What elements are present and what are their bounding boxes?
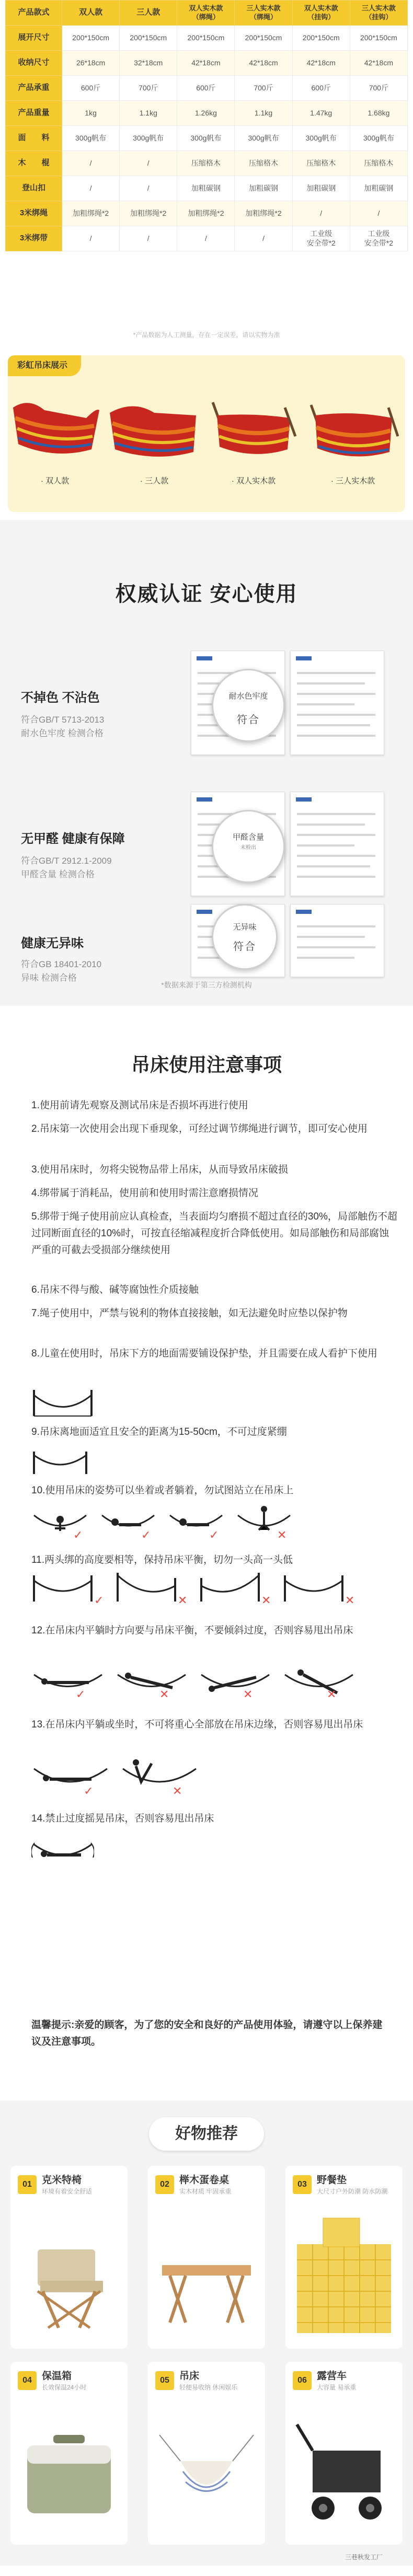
spec-row — [6, 176, 408, 201]
magnifier-stamp — [212, 669, 285, 742]
spec-row — [6, 226, 408, 251]
spec-cell: 1.47kg — [292, 101, 350, 126]
spec-cell: 200*150cm — [177, 26, 235, 51]
spec-cell: 1kg — [62, 101, 120, 126]
spec-cell: 300g帆布 — [177, 126, 235, 151]
spec-cell: 加粗绑绳*2 — [177, 201, 235, 226]
spec-cell: / — [62, 151, 120, 176]
spec-cell: 加粗碳钢 — [177, 176, 235, 201]
cross-icon: ✕ — [277, 1528, 287, 1541]
hammock-three-wood — [306, 387, 400, 486]
cross-icon: ✕ — [173, 1784, 182, 1797]
card-subtitle: 大容量 易承重 — [317, 2384, 357, 2391]
spec-cell: / — [120, 226, 177, 251]
rule-item: 9.吊床离地面适宜且安全的距离为15-50cm，不可过度紧绷 — [31, 1426, 287, 1437]
hammock-two-wood — [206, 387, 301, 486]
spec-cell: 200*150cm — [292, 26, 350, 51]
spec-cell: 700斤 — [235, 76, 292, 101]
spec-row-label: 产品承重 — [6, 76, 62, 101]
product-card-cart[interactable] — [285, 2362, 403, 2545]
spec-row-label: 产品重量 — [6, 101, 62, 126]
cross-icon: ✕ — [159, 1688, 169, 1701]
cert-result: 甲醛含量 检测合格 — [21, 869, 95, 879]
spec-cell: / — [62, 176, 120, 201]
spec-cell: 200*150cm — [235, 26, 292, 51]
hammock-image — [306, 387, 400, 470]
check-icon: ✓ — [73, 1528, 83, 1541]
spec-cell: 300g帆布 — [120, 126, 177, 151]
check-icon: ✓ — [141, 1528, 151, 1541]
magnifier-stamp — [212, 810, 285, 883]
cert-row — [0, 907, 413, 1006]
stamp-result: 符合 — [233, 940, 256, 953]
spec-header-row — [6, 1, 408, 26]
rule-item: 5.绑带于绳子使用前应认真检查，当表面均匀磨损不超过直径的30%，局部触伤不超过同断面直径的10%时，可按直径缩减程度折合降低使用。如局部触伤和局部腐蚀严重的可截去受损部分继续使用 — [31, 1211, 397, 1256]
card-number: 01 — [18, 2175, 37, 2194]
card-number: 04 — [18, 2371, 37, 2390]
stamp-label: 无异味 — [233, 922, 257, 932]
spec-cell: 300g帆布 — [292, 126, 350, 151]
spec-cell: 42*18cm — [350, 51, 407, 76]
rule-item: 3.使用吊床时，勿将尖锐物品带上吊床，从而导致吊床破损 — [31, 1164, 288, 1175]
product-card-cooler[interactable] — [10, 2362, 128, 2545]
hammock-label: · 双人实木款 — [231, 477, 276, 485]
hammock-image — [107, 387, 201, 470]
card-number: 05 — [155, 2371, 174, 2390]
check-icon: ✓ — [209, 1528, 219, 1541]
spec-cell: 600斤 — [177, 76, 235, 101]
spec-cell: 26*18cm — [62, 51, 120, 76]
spec-cell: 压缩格木 — [235, 151, 292, 176]
spec-cell: 42*18cm — [177, 51, 235, 76]
spec-cell: 200*150cm — [120, 26, 177, 51]
cert-subtext — [21, 713, 104, 740]
cart-image — [292, 2404, 396, 2534]
cert-title: 权威认证 安心使用 — [115, 583, 298, 606]
spec-header-cell: 三人实木款 （绑绳） — [235, 1, 292, 26]
product-card-hammock[interactable] — [148, 2362, 265, 2545]
spec-cell: 42*18cm — [292, 51, 350, 76]
rule-item: 8.儿童在使用时，吊床下方的地面需要铺设保护垫，并且需要在成人看护下使用 — [31, 1348, 377, 1359]
spec-cell: 1.1kg — [120, 101, 177, 126]
hammock-image — [154, 2404, 259, 2534]
cert-note: *数据来源于第三方检测机构 — [161, 981, 252, 989]
hammock-three-person — [107, 387, 201, 486]
cert-standard: 符合GB 18401-2010 — [21, 959, 102, 969]
spec-cell: 42*18cm — [235, 51, 292, 76]
report-page — [290, 651, 384, 755]
rule-item: 14.禁止过度摇晃吊床，否则容易甩出吊床 — [31, 1813, 214, 1824]
spec-header-cell: 三人款 — [120, 1, 177, 26]
spec-row-label: 3米绑带 — [6, 226, 62, 251]
spec-cell: 200*150cm — [350, 26, 407, 51]
spec-row — [6, 201, 408, 226]
rule-item: 13.在吊床内平躺或坐时，不可将重心全部放在吊床边缘，否则容易甩出吊床 — [31, 1719, 363, 1730]
spec-cell: / — [235, 226, 292, 251]
mat-image — [292, 2208, 396, 2338]
spec-cell: 32*18cm — [120, 51, 177, 76]
spec-header-cell: 双人实木款 （绑绳） — [177, 1, 235, 26]
cert-standard: 符合GB/T 5713-2013 — [21, 715, 105, 725]
spec-cell: 600斤 — [62, 76, 120, 101]
cert-row — [0, 792, 413, 912]
spec-cell: / — [62, 226, 120, 251]
cert-section — [0, 520, 413, 1006]
spec-cell: / — [120, 176, 177, 201]
rule-item: 12.在吊床内平躺时方向要与吊床平衡，不要倾斜过度，否则容易甩出吊床 — [31, 1625, 353, 1636]
cross-icon: ✕ — [243, 1688, 253, 1701]
card-name: 克米特椅 — [42, 2175, 82, 2186]
product-card-table[interactable] — [148, 2166, 265, 2349]
cert-row — [0, 651, 413, 771]
spec-row-label: 3米绑绳 — [6, 201, 62, 226]
spec-cell: 1.1kg — [235, 101, 292, 126]
hammock-image — [206, 387, 301, 470]
spec-cell: 700斤 — [350, 76, 407, 101]
spec-cell: / — [120, 151, 177, 176]
cross-icon: ✕ — [327, 1688, 337, 1701]
cert-heading: 不掉色 不沾色 — [21, 691, 100, 705]
spec-cell: 工业级 安全带*2 — [350, 226, 407, 251]
spec-row — [6, 151, 408, 176]
spec-cell: 700斤 — [120, 76, 177, 101]
product-card-chair[interactable] — [10, 2166, 128, 2349]
stamp-result: 符合 — [237, 713, 260, 726]
warm-tip — [31, 2017, 387, 2050]
rule-item: 11.两头绑的高度要相等，保持吊床平衡，切勿一头高一头低 — [31, 1554, 293, 1565]
card-subtitle: 环境有着安全舒适 — [42, 2188, 93, 2195]
spec-cell: 加粗绑绳*2 — [235, 201, 292, 226]
spec-header-cell: 产品款式 — [6, 1, 62, 26]
recommend-title: 好物推荐 — [149, 2117, 264, 2151]
table-image — [154, 2208, 259, 2338]
spec-cell: 600斤 — [292, 76, 350, 101]
warm-tip-label: 温馨提示: — [31, 2020, 75, 2030]
cert-standard: 符合GB/T 2912.1-2009 — [21, 856, 112, 866]
card-name: 吊床 — [179, 2371, 200, 2382]
spec-header-cell: 三人实木款 （挂钩） — [350, 1, 407, 26]
card-number: 02 — [155, 2175, 174, 2194]
rainbow-box — [8, 355, 405, 512]
spec-row-label: 木 棍 — [6, 151, 62, 176]
hammock-height-illustration — [31, 1387, 94, 1419]
spec-cell: 加粗碳钢 — [292, 176, 350, 201]
spec-cell: / — [350, 201, 407, 226]
spec-cell: 压缩格木 — [292, 151, 350, 176]
spec-row-label: 登山扣 — [6, 176, 62, 201]
cross-icon: ✕ — [261, 1594, 271, 1607]
rule-item: 2.吊床第一次使用会出现下垂现象，可经过调节绑绳进行调节，即可安心使用 — [31, 1123, 368, 1134]
card-subtitle: 大尺寸户外防潮 防水防潮 — [317, 2188, 388, 2195]
spec-cell: 工业级 安全带*2 — [292, 226, 350, 251]
spec-cell: / — [292, 201, 350, 226]
cert-subtext — [21, 854, 112, 881]
chair-image — [17, 2208, 121, 2338]
spec-cell: 加粗绑绳*2 — [62, 201, 120, 226]
spec-section — [0, 0, 413, 355]
spec-row — [6, 76, 408, 101]
product-card-mat[interactable] — [285, 2166, 403, 2349]
hammock-image — [8, 387, 102, 470]
rule-item: 6.吊床不得与酸、碱等腐蚀性介质接触 — [31, 1284, 199, 1295]
card-number: 03 — [293, 2175, 312, 2194]
recommend-section — [0, 2101, 413, 2566]
cert-heading: 健康无异味 — [21, 936, 84, 950]
usage-title: 吊床使用注意事项 — [131, 1054, 282, 1075]
spec-cell: / — [177, 226, 235, 251]
spec-row — [6, 26, 408, 51]
spec-header-cell: 双人实木款 （挂钩） — [292, 1, 350, 26]
hammock-label: · 三人款 — [140, 477, 169, 485]
spec-table — [5, 0, 408, 251]
card-name: 榉木蛋卷桌 — [179, 2175, 230, 2186]
cooler-image — [17, 2404, 121, 2534]
spec-cell: 300g帆布 — [235, 126, 292, 151]
usage-section — [0, 1006, 413, 2101]
stamp-label: 甲醛含量 — [232, 832, 264, 842]
spec-row-label: 展开尺寸 — [6, 26, 62, 51]
spec-cell: 压缩格木 — [177, 151, 235, 176]
card-subtitle: 实木材质 牢固承重 — [179, 2188, 232, 2195]
spec-row-label: 收纳尺寸 — [6, 51, 62, 76]
rule-item: 1.使用前请先观察及测试吊床是否损坏再进行使用 — [31, 1100, 248, 1111]
rule-item: 4.绑带属于消耗品，使用前和使用时需注意磨损情况 — [31, 1188, 258, 1199]
spec-row — [6, 126, 408, 151]
spec-row — [6, 101, 408, 126]
spec-cell: 300g帆布 — [62, 126, 120, 151]
cert-result: 异味 检测合格 — [21, 973, 77, 983]
spec-note: *产品数据为人工测量，存在一定误差，请以实物为准 — [133, 331, 280, 339]
spec-row — [6, 51, 408, 76]
cross-icon: ✕ — [178, 1594, 188, 1607]
cross-icon: ✕ — [345, 1594, 355, 1607]
rainbow-section — [0, 355, 413, 520]
spec-cell: 200*150cm — [62, 26, 120, 51]
report-page — [290, 904, 384, 977]
cert-heading: 无甲醛 健康有保障 — [21, 832, 125, 846]
spec-cell: 300g帆布 — [350, 126, 407, 151]
stamp-label: 耐水色牢度 — [228, 691, 268, 701]
brand-footer: 三巷秋发工厂 — [345, 2554, 383, 2561]
hammock-distance-illustration — [31, 1449, 89, 1476]
hammock-label: · 双人款 — [40, 477, 70, 485]
spec-cell: 压缩格木 — [350, 151, 407, 176]
balance-illustration — [31, 1573, 345, 1604]
card-name: 野餐垫 — [317, 2175, 347, 2186]
check-icon: ✓ — [76, 1688, 86, 1701]
spec-cell: 1.68kg — [350, 101, 407, 126]
card-name: 露营车 — [317, 2371, 347, 2382]
spec-row-label: 面 料 — [6, 126, 62, 151]
spec-cell: 1.26kg — [177, 101, 235, 126]
check-icon: ✓ — [94, 1594, 104, 1607]
card-name: 保温箱 — [42, 2371, 72, 2382]
rule-item: 10.使用吊床的姿势可以坐着或者躺着，勿试图站立在吊床上 — [31, 1485, 294, 1496]
spec-cell: 加粗碳钢 — [350, 176, 407, 201]
rainbow-title: 彩虹吊床展示 — [8, 355, 81, 376]
swing-illustration — [31, 1837, 94, 1868]
spec-cell: 加粗碳钢 — [235, 176, 292, 201]
check-icon: ✓ — [84, 1784, 94, 1797]
magnifier-stamp — [212, 904, 278, 970]
stamp-result: 未检出 — [240, 845, 256, 851]
spec-cell: 加粗绑绳*2 — [120, 201, 177, 226]
rule-item: 7.绳子使用中，严禁与锐利的物体直接接触，如无法避免时应垫以保护物 — [31, 1308, 348, 1319]
spec-header-cell: 双人款 — [62, 1, 120, 26]
card-subtitle: 长效保温24小时 — [42, 2384, 87, 2391]
hammock-two-person — [8, 387, 102, 486]
hammock-label: · 三人实木款 — [330, 477, 375, 485]
card-subtitle: 轻便易收纳 休闲娱乐 — [179, 2384, 238, 2391]
report-page — [290, 792, 384, 896]
cert-result: 耐水色牢度 检测合格 — [21, 728, 104, 738]
card-number: 06 — [293, 2371, 312, 2390]
warm-tip-text: 亲爱的顾客，为了您的安全和良好的产品使用体验，请遵守以上保养建议及注意事项。 — [31, 2020, 383, 2047]
